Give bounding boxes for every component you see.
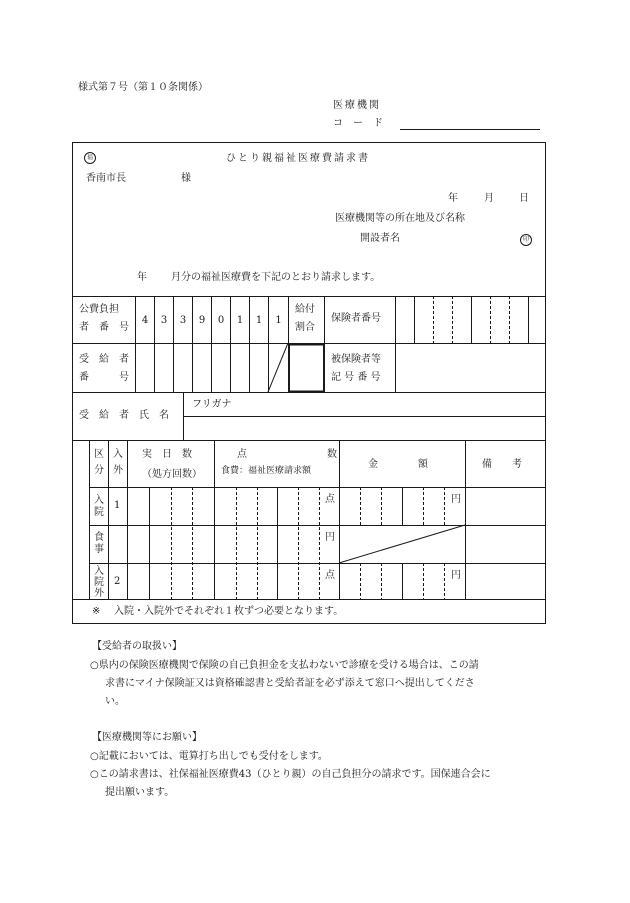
benefit-label-2: 割合	[295, 322, 315, 333]
recipient-number-label-1: 受 給 者	[79, 354, 129, 365]
date-year: 年	[448, 193, 458, 204]
row-kubun: 食 事	[94, 532, 104, 555]
fuku-mark-icon: 福	[84, 152, 96, 164]
row-unit: 円	[325, 532, 335, 543]
recipient-name-label: 受 給 者 氏 名	[79, 410, 169, 421]
h-points-2: 食費：福祉医療請求額	[221, 466, 312, 476]
table-note: 入院・入院外でそれぞれ１枚ずつ必要となります。	[114, 606, 344, 617]
recipient-number-label-2: 番 号	[79, 372, 129, 383]
payer-label-1: 公費負担	[79, 304, 119, 315]
payer-digit: 0	[217, 314, 225, 326]
payer-digit: 9	[198, 314, 206, 326]
payer-digit: 3	[160, 314, 168, 326]
furigana-label: フリガナ	[192, 399, 232, 410]
institution-heading: 【医療機関等にお願い】	[92, 732, 202, 743]
institution-label: 医療機関等の所在地及び名称	[335, 213, 465, 224]
form-id: 様式第７号（第１０条関係）	[78, 82, 208, 93]
payer-digit: 4	[141, 314, 149, 326]
benefit-diagonal	[268, 343, 288, 392]
row-kubun: 入 院	[94, 495, 104, 518]
institution-note-2: ○この請求書は、社保福祉医療費43（ひとり親）の自己負担分の請求です。国保連合会に	[90, 769, 491, 780]
insured-label-1: 被保険者等	[331, 354, 381, 365]
payer-label-2: 者 番 号	[79, 322, 129, 333]
row-yen: 円	[451, 570, 461, 581]
row-kubun: 入 院 外	[94, 566, 104, 599]
claim-sentence: 月分の福祉医療費を下記のとおり請求します。	[171, 272, 381, 283]
date-day: 日	[519, 193, 529, 204]
claim-year: 年	[137, 272, 147, 283]
benefit-ratio-box	[289, 345, 324, 392]
h-days-2: （処方回数）	[142, 469, 202, 480]
institution-note-3: 提出願います。	[105, 787, 175, 798]
form-outer-border	[73, 143, 546, 624]
row-unit: 点	[325, 570, 335, 581]
payer-digit: 1	[255, 314, 263, 326]
h-kubun-2: 分	[94, 465, 104, 476]
addressee: 香南市長	[86, 173, 126, 184]
meal-amount-diagonal	[339, 525, 465, 563]
seal-icon: 印	[520, 234, 532, 246]
h-days-1: 実 日 数	[142, 449, 192, 460]
payer-digit: 1	[275, 314, 282, 326]
row-yen: 円	[451, 494, 461, 505]
h-amount: 金 額	[368, 459, 428, 470]
date-month: 月	[484, 193, 494, 204]
h-remarks: 備 考	[482, 459, 522, 470]
insured-label-2: 記 号 番 号	[331, 372, 381, 383]
recipient-note-3: い。	[105, 696, 125, 707]
recipient-note-2: 求書にマイナ保険証又は資格確認書と受給者証を必ず添えて窓口へ提出してくださ	[105, 678, 475, 689]
form-title: ひとり親福祉医療費請求書	[226, 153, 370, 164]
benefit-label-1: 給付	[295, 304, 315, 315]
row-code: 1	[114, 500, 121, 511]
code-label-2: コ ー ド	[333, 118, 383, 129]
note-mark: ※	[92, 606, 101, 617]
payer-digit: 3	[179, 314, 187, 326]
h-nyugai-2: 外	[113, 465, 123, 476]
recipient-note-1: ○県内の保険医療機関で保険の自己負担金を支払わないで診療を受ける場合は、この請	[90, 660, 479, 671]
institution-note-1: ○記載においては、電算打ち出しでも受付をします。	[90, 751, 328, 762]
addressee-sama: 様	[181, 173, 191, 184]
insurer-label: 保険者番号	[331, 313, 381, 324]
founder-label: 開設者名	[360, 233, 400, 244]
row-unit: 点	[325, 494, 335, 505]
recipient-heading: 【受給者の取扱い】	[92, 641, 182, 652]
h-nyugai-1: 入	[113, 449, 123, 460]
row-code: 2	[114, 576, 121, 587]
code-label-1: 医療機関	[333, 100, 381, 111]
h-kubun-1: 区	[94, 449, 104, 460]
payer-digit: 1	[236, 314, 244, 326]
h-points-1: 点 数	[237, 449, 337, 460]
